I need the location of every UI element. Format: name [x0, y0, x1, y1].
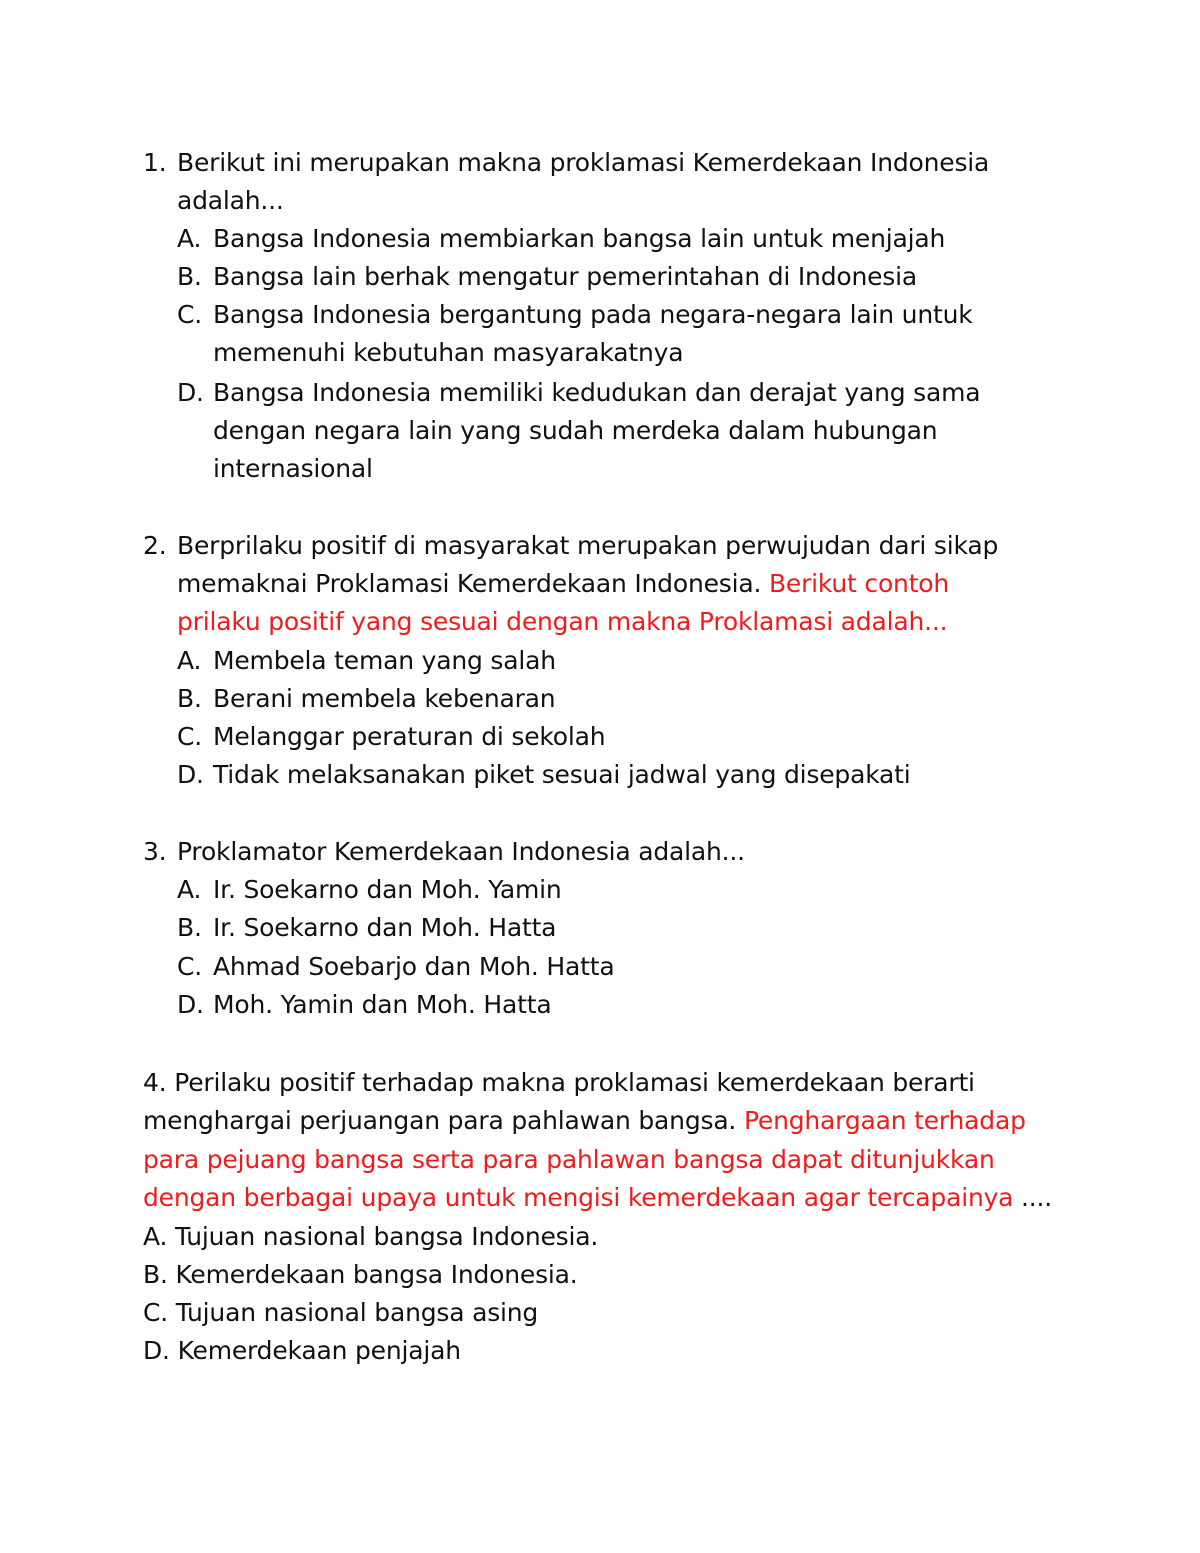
option-text: Berani membela kebenaran: [213, 684, 556, 713]
highlighted-stem-text: prilaku positif yang sesuai dengan makna Proklamasi adalah...: [177, 607, 948, 636]
question-stem-line: [143, 1102, 1026, 1140]
stem-text: ....: [1013, 1183, 1053, 1212]
question-stem-line: [143, 1179, 1052, 1217]
option-letter: B.: [177, 684, 202, 713]
question-stem-line: adalah...: [177, 186, 284, 215]
option-letter: D.: [177, 378, 204, 407]
highlighted-stem-text: dengan berbagai upaya untuk mengisi kemerdekaan agar tercapainya: [143, 1183, 1014, 1212]
option-text: Moh. Yamin dan Moh. Hatta: [213, 990, 552, 1019]
option-text: Bangsa Indonesia bergantung pada negara-negara lain untuk: [213, 300, 973, 329]
option-text: Ir. Soekarno dan Moh. Yamin: [213, 875, 562, 904]
question-stem-line: [143, 1064, 975, 1102]
question-number: 2.: [143, 531, 167, 560]
option-line: [143, 1294, 538, 1332]
option-text: Kemerdekaan penjajah: [177, 1336, 461, 1365]
stem-text: memaknai Proklamasi Kemerdekaan Indonesia.: [177, 569, 769, 598]
option-line: [143, 1256, 578, 1294]
option-letter: A.: [177, 875, 202, 904]
option-letter: C.: [177, 722, 203, 751]
question-number: 4.: [143, 1068, 167, 1097]
option-letter: B.: [177, 262, 202, 291]
option-letter: C.: [177, 300, 203, 329]
option-text: Melanggar peraturan di sekolah: [213, 722, 606, 751]
option-text: Tujuan nasional bangsa asing: [175, 1298, 539, 1327]
option-text: Tidak melaksanakan piket sesuai jadwal yang disepakati: [213, 760, 911, 789]
question-number: 1.: [143, 148, 167, 177]
question-stem-line: [177, 565, 949, 603]
question-number: 3.: [143, 837, 167, 866]
option-letter: A.: [143, 1222, 168, 1251]
option-letter: C.: [177, 952, 203, 981]
highlighted-stem-text: Berikut contoh: [768, 569, 950, 598]
option-letter: D.: [177, 760, 204, 789]
option-text: Tujuan nasional bangsa Indonesia.: [174, 1222, 599, 1251]
option-text: dengan negara lain yang sudah merdeka dalam hubungan: [213, 416, 938, 445]
option-text: Bangsa Indonesia memiliki kedudukan dan derajat yang sama: [213, 378, 981, 407]
option-letter: A.: [177, 224, 202, 253]
option-text: memenuhi kebutuhan masyarakatnya: [213, 338, 684, 367]
highlighted-stem-text: Penghargaan terhadap: [743, 1106, 1026, 1135]
option-text: Membela teman yang salah: [213, 646, 556, 675]
option-text: Kemerdekaan bangsa Indonesia.: [175, 1260, 578, 1289]
option-text: Ir. Soekarno dan Moh. Hatta: [213, 913, 557, 942]
question-stem-line: Berprilaku positif di masyarakat merupakan perwujudan dari sikap: [177, 531, 999, 560]
option-letter: A.: [177, 646, 202, 675]
option-text: Bangsa Indonesia membiarkan bangsa lain untuk menjajah: [213, 224, 946, 253]
option-text: Bangsa lain berhak mengatur pemerintahan di Indonesia: [213, 262, 917, 291]
option-text: Ahmad Soebarjo dan Moh. Hatta: [213, 952, 615, 981]
stem-text: menghargai perjuangan para pahlawan bangsa.: [143, 1106, 744, 1135]
question-stem-line: Berikut ini merupakan makna proklamasi Kemerdekaan Indonesia: [177, 148, 990, 177]
option-letter: C.: [143, 1298, 169, 1327]
option-text: internasional: [213, 454, 373, 483]
option-letter: B.: [177, 913, 202, 942]
option-letter: D.: [177, 990, 204, 1019]
highlighted-stem-text: para pejuang bangsa serta para pahlawan bangsa dapat ditunjukkan: [143, 1145, 995, 1174]
option-letter: B.: [143, 1260, 168, 1289]
stem-text: Perilaku positif terhadap makna proklamasi kemerdekaan berarti: [174, 1068, 975, 1097]
option-letter: D.: [143, 1336, 170, 1365]
option-line: [143, 1332, 461, 1370]
question-stem-line: Proklamator Kemerdekaan Indonesia adalah...: [177, 837, 745, 866]
option-line: [143, 1218, 598, 1256]
